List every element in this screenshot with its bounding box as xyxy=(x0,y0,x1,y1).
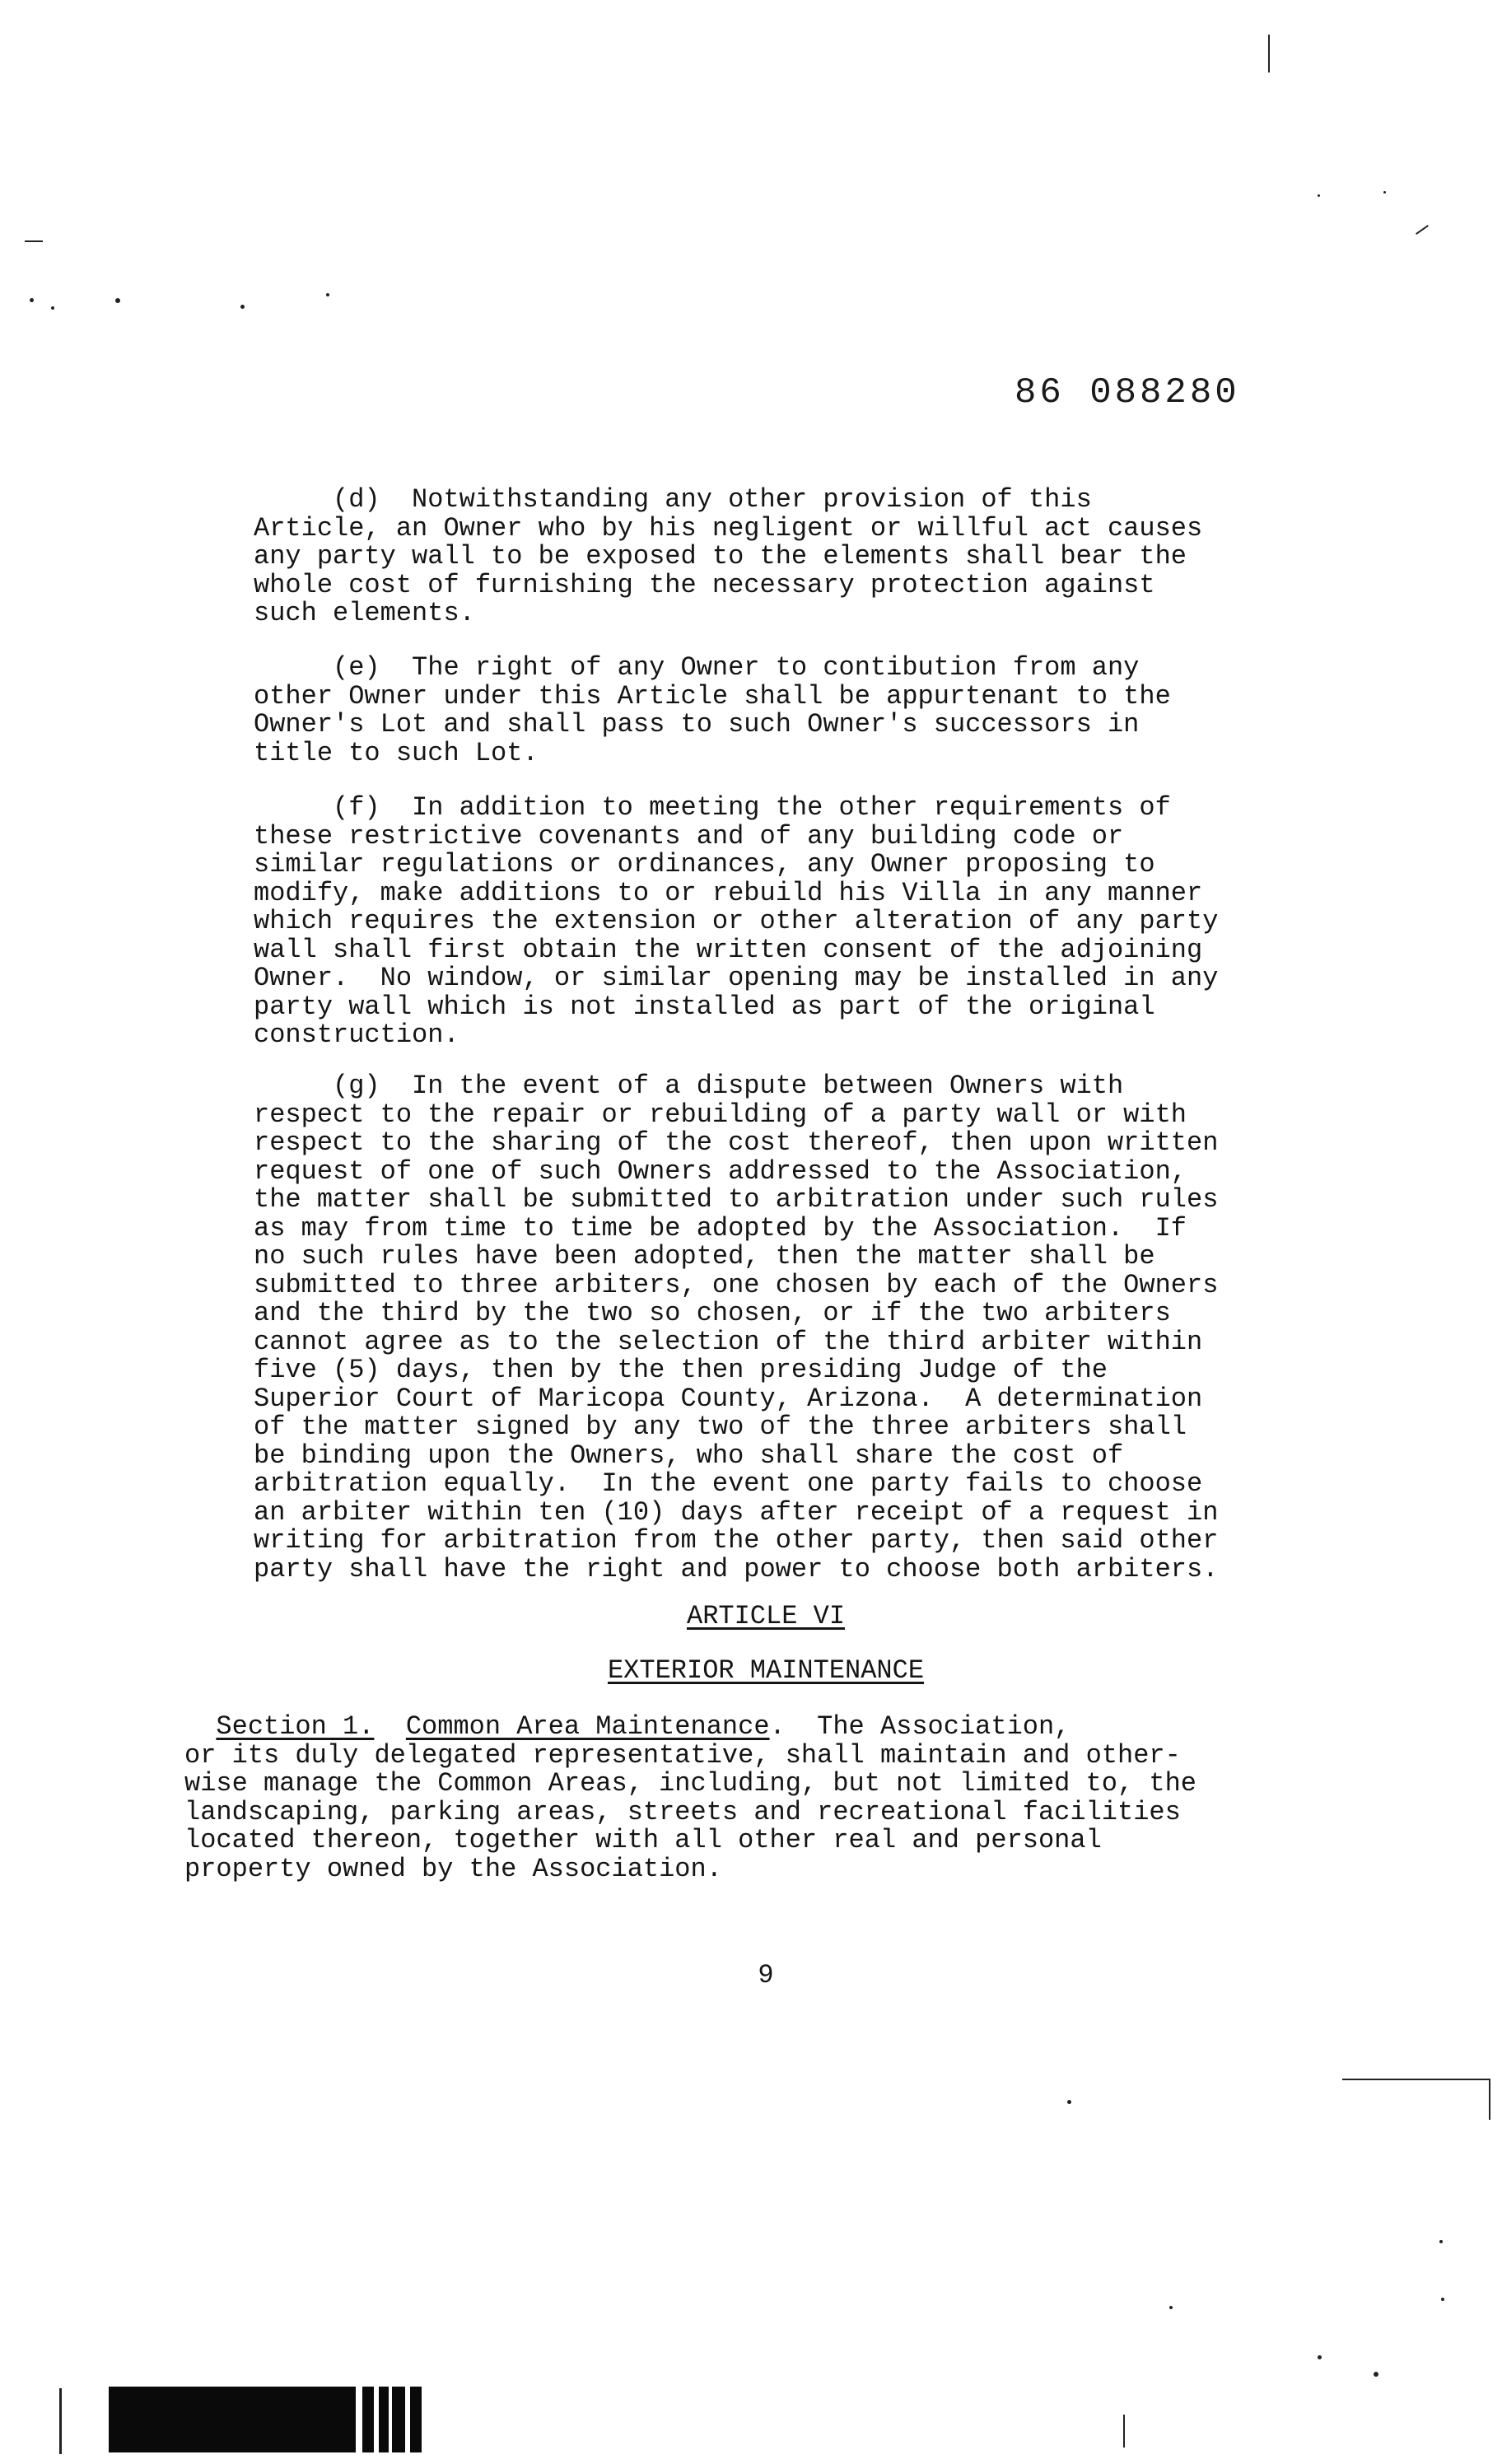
scan-speck xyxy=(326,293,329,296)
section-1 xyxy=(184,1713,1354,1883)
scan-speck xyxy=(1383,191,1386,194)
scan-speck xyxy=(30,298,34,302)
scan-mark xyxy=(59,2388,62,2454)
section-heading: EXTERIOR MAINTENANCE xyxy=(607,1655,925,1686)
scan-mark xyxy=(1268,35,1270,72)
scan-speck xyxy=(115,298,120,303)
scan-speck xyxy=(240,305,245,309)
scan-speck xyxy=(1374,2372,1378,2377)
scan-mark xyxy=(1416,225,1429,235)
page-number: 9 xyxy=(758,1960,774,1990)
scan-mark xyxy=(25,240,43,242)
document-number: 86 088280 xyxy=(1015,372,1240,413)
scan-speck xyxy=(1318,194,1320,197)
article-heading: ARTICLE VI xyxy=(686,1601,846,1631)
section-1-label: Section 1. xyxy=(216,1711,375,1742)
section-1-title: Common Area Maintenance xyxy=(405,1711,770,1742)
scan-speck xyxy=(1441,2298,1444,2301)
section-1-body: or its duly delegated representative, shall maintain and other- wise manage the Common Areas, including, but not limited to, the landscaping, parking areas, streets and recreational facilities located thereon, together with all other real and personal property owned by the Association. xyxy=(184,1739,1196,1884)
scan-mark xyxy=(1489,2079,1490,2120)
scan-speck xyxy=(1067,2100,1071,2104)
paragraph-g: (g) In the event of a dispute between Owners with respect to the repair or rebuilding of a party wall or with respect to the sharing of the cost thereof, then upon written request of one of such Owners addressed to the Association, the matter shall be submitted to arbitration under such rules as may from time to time be adopted by the Association. If no such rules have been adopted, then the matter shall be submitted to three arbiters, one chosen by each of the Owners and the third by the two so chosen, or if the two arbiters cannot agree as to the selection of the third arbiter within five (5) days, then by the then presiding Judge of the Superior Court of Maricopa County, Arizona. A determination of the matter signed by any two of the three arbiters shall be binding upon the Owners, who shall share the cost of arbitration equally. In the event one party fails to choose an arbiter within ten (10) days after receipt of a request in writing for arbitration from the other party, then said other party shall have the right and power to choose both arbiters. xyxy=(254,1071,1219,1584)
scan-speck xyxy=(51,306,54,310)
paragraph-d: (d) Notwithstanding any other provision of this Article, an Owner who by his negligent or willful act causes any party wall to be exposed to the elements shall bear the whole cost of furnishing the necessary protection against such elements. xyxy=(254,484,1203,628)
paragraph-e: (e) The right of any Owner to contibution from any other Owner under this Article shall be appurtenant to the Owner's Lot and shall pass to such Owner's successors in title to such Lot. xyxy=(254,652,1171,768)
scan-mark xyxy=(1342,2079,1490,2080)
scan-speck xyxy=(1318,2355,1322,2359)
scan-mark xyxy=(1123,2415,1125,2448)
section-1-first-line: . The Association, xyxy=(769,1711,1071,1742)
paragraph-f: (f) In addition to meeting the other requirements of these restrictive covenants and of any building code or similar regulations or ordinances, any Owner proposing to modify, make additions to or rebuild his Villa in any manner which requires the extension or other alteration of any party wall shall first obtain the written consent of the adjoining Owner. No window, or similar opening may be installed in any party wall which is not installed as part of the original construction. xyxy=(254,792,1219,1050)
scan-speck xyxy=(1439,2240,1443,2243)
barcode xyxy=(109,2387,422,2452)
scan-speck xyxy=(1169,2306,1173,2309)
